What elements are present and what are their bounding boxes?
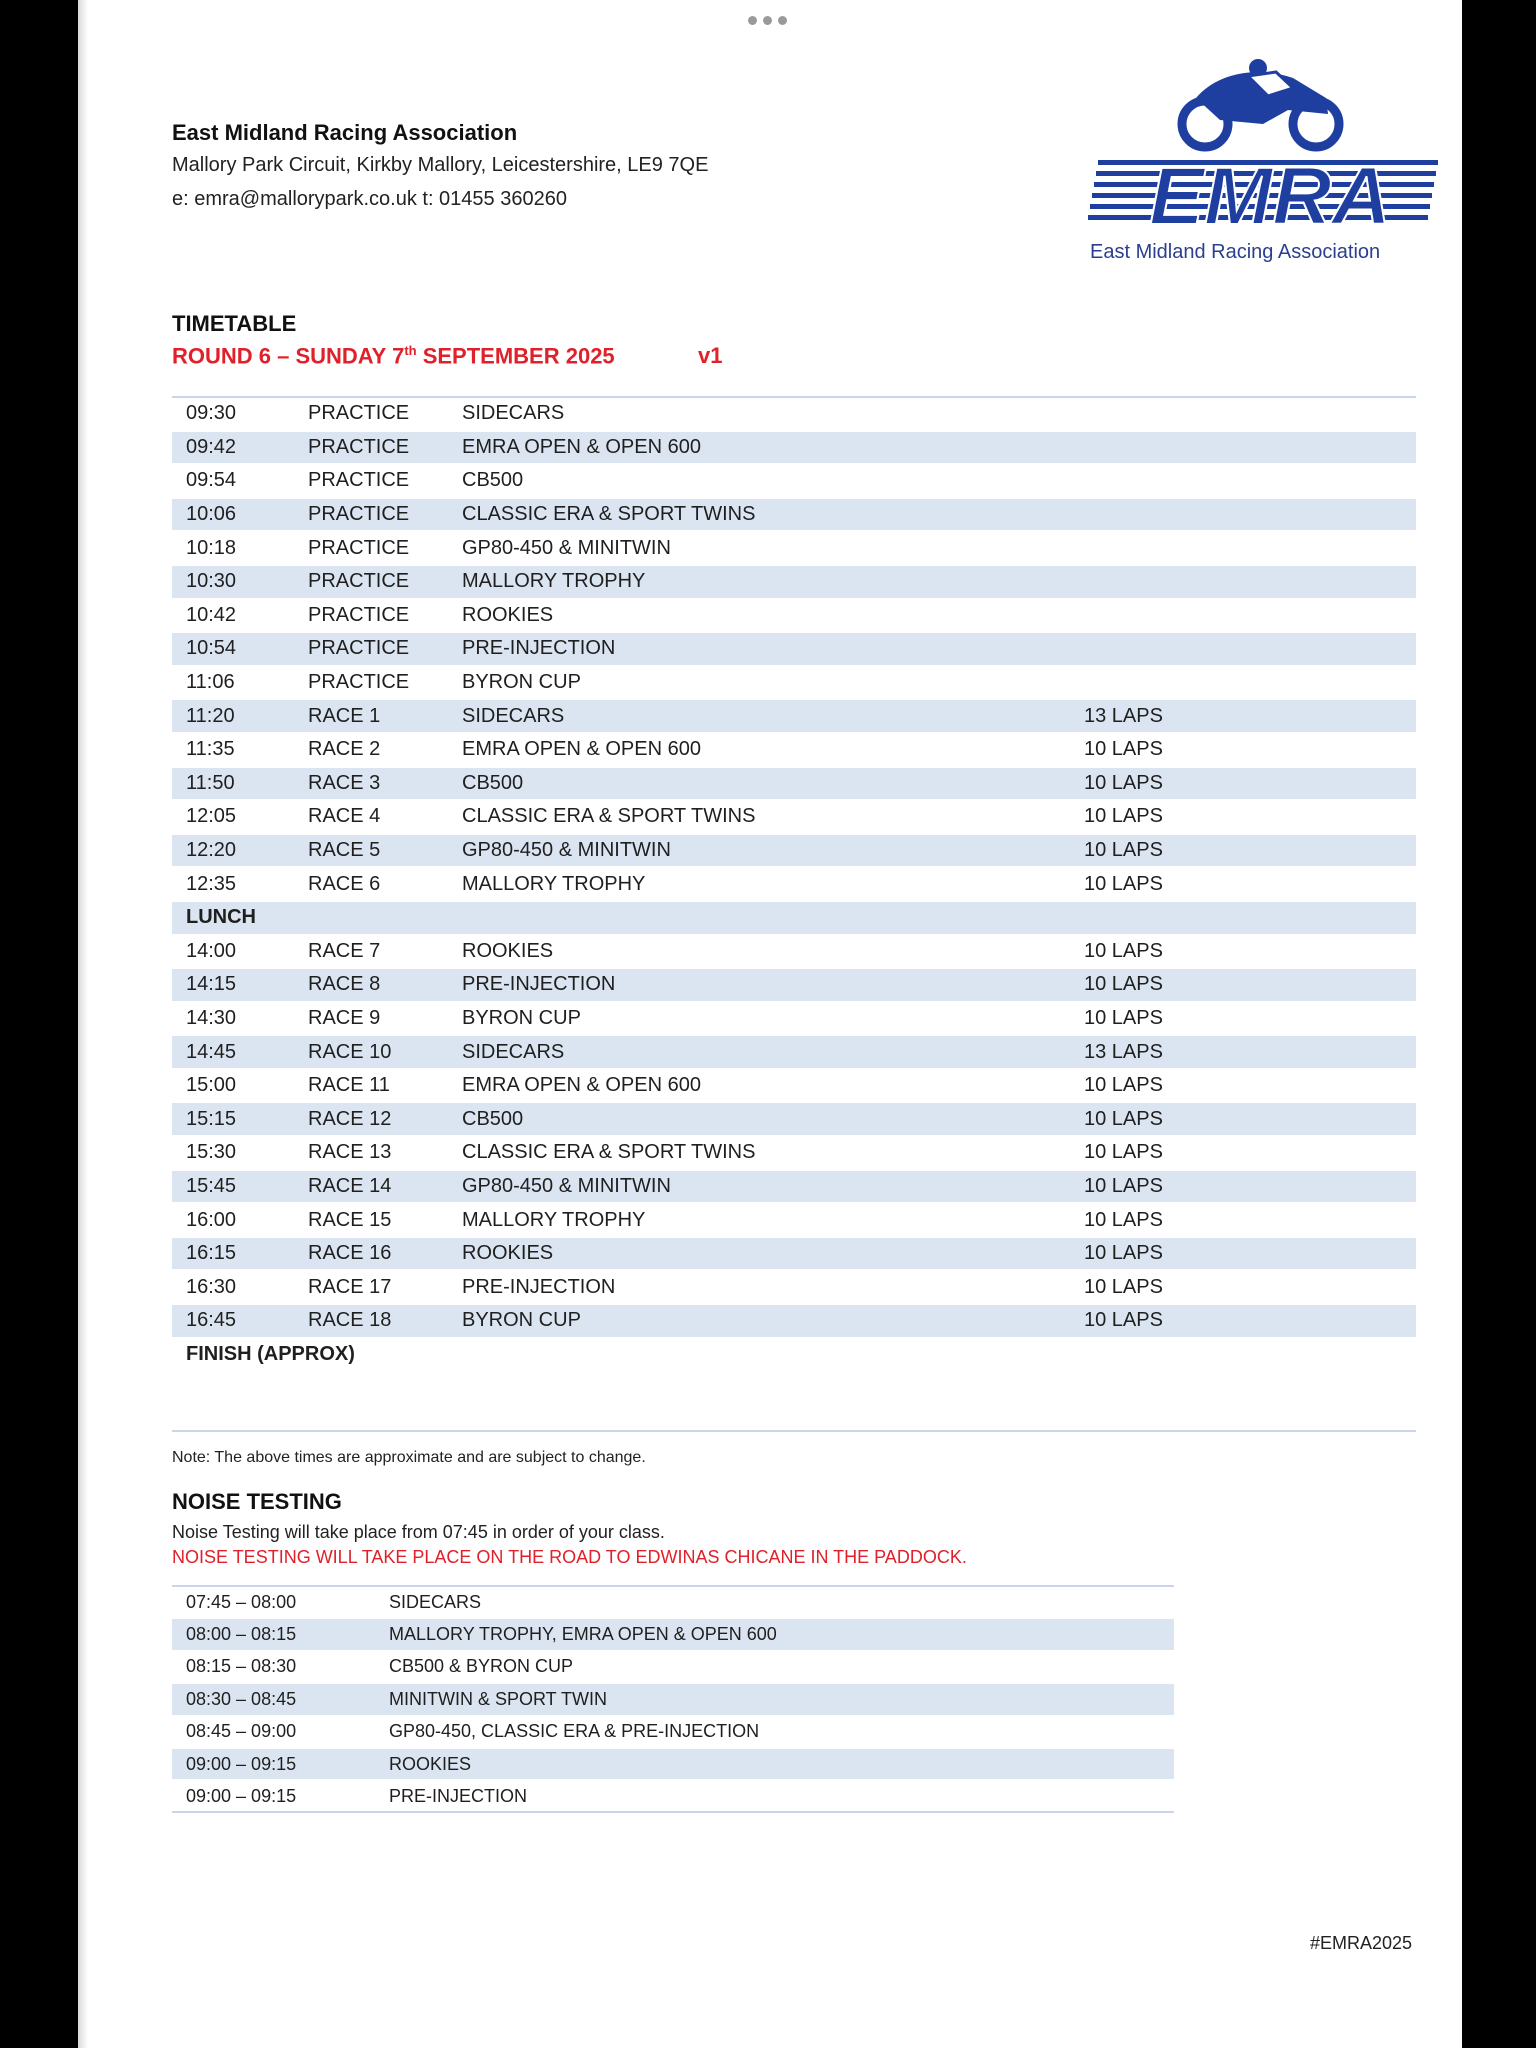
slot-cell: 08:15 – 08:30 [186,1656,297,1677]
timetable-table [172,396,1416,1372]
classes-cell: MINITWIN & SPORT TWIN [389,1688,608,1709]
session-cell: RACE 10 [308,1040,392,1063]
session-cell: PRACTICE [308,603,410,626]
session-cell: RACE 5 [308,839,381,862]
class-cell: ROOKIES [462,1242,554,1265]
version-label: v1 [698,343,723,368]
laps-cell: 10 LAPS [1084,973,1163,996]
table-row [172,969,1416,1003]
table-row [172,1339,1416,1373]
class-cell: SIDECARS [462,402,565,425]
laps-cell: 10 LAPS [1084,939,1163,962]
noise-testing-warning: NOISE TESTING WILL TAKE PLACE ON THE ROAD TO EDWINAS CHICANE IN THE PADDOCK. [172,1547,967,1567]
table-row [172,1587,1174,1619]
class-cell: GP80-450 & MINITWIN [462,839,671,862]
time-cell: 16:00 [186,1208,237,1231]
session-cell: PRACTICE [308,570,410,593]
session-cell: RACE 8 [308,973,381,996]
session-cell: RACE 2 [308,738,381,761]
class-cell: CLASSIC ERA & SPORT TWINS [462,503,756,526]
time-cell: 15:45 [186,1174,237,1197]
time-cell: 11:35 [186,738,235,761]
classes-cell: SIDECARS [389,1591,482,1612]
session-cell: RACE 1 [308,704,381,727]
table-row [172,1717,1174,1749]
laps-cell: 10 LAPS [1084,1174,1163,1197]
table-row [172,1103,1416,1137]
time-cell: 14:15 [186,973,237,996]
table-row [172,734,1416,768]
time-cell: 10:54 [186,637,237,660]
table-row [172,566,1416,600]
slot-cell: 07:45 – 08:00 [186,1591,297,1612]
class-cell: BYRON CUP [462,1309,581,1332]
table-row [172,801,1416,835]
slot-cell: 08:45 – 09:00 [186,1721,297,1742]
org-address: Mallory Park Circuit, Kirkby Mallory, Leicestershire, LE9 7QE [172,154,709,176]
table-row [172,768,1416,802]
session-cell: RACE 17 [308,1275,392,1298]
class-cell: BYRON CUP [462,1006,581,1029]
laps-cell: 10 LAPS [1084,1275,1163,1298]
noise-testing-table [172,1585,1174,1814]
timetable-title: TIMETABLE [172,311,297,336]
time-cell: LUNCH [186,906,256,929]
classes-cell: GP80-450, CLASSIC ERA & PRE-INJECTION [389,1721,760,1742]
session-cell: PRACTICE [308,435,410,458]
time-cell: 09:30 [186,402,237,425]
table-row [172,1619,1174,1651]
class-cell: MALLORY TROPHY [462,570,646,593]
classes-cell: PRE-INJECTION [389,1786,528,1807]
table-row [172,633,1416,667]
class-cell: GP80-450 & MINITWIN [462,536,671,559]
class-cell: EMRA OPEN & OPEN 600 [462,738,701,761]
class-cell: MALLORY TROPHY [462,872,646,895]
time-cell: 10:06 [186,503,237,526]
laps-cell: 10 LAPS [1084,771,1163,794]
session-cell: RACE 9 [308,1006,381,1029]
organisation-header [172,118,708,216]
class-cell: MALLORY TROPHY [462,1208,646,1231]
time-cell: 10:42 [186,603,237,626]
table-row [172,499,1416,533]
class-cell: PRE-INJECTION [462,637,616,660]
table-row [172,432,1416,466]
session-cell: PRACTICE [308,402,410,425]
table-row [172,1070,1416,1104]
session-cell: PRACTICE [308,637,410,660]
slot-cell: 09:00 – 09:15 [186,1786,297,1807]
org-contact: e: emra@mallorypark.co.uk t: 01455 360260 [172,188,567,210]
time-cell: 12:20 [186,839,237,862]
time-cell: 15:00 [186,1074,237,1097]
table-row [172,1204,1416,1238]
session-cell: RACE 7 [308,939,381,962]
laps-cell: 13 LAPS [1084,1040,1163,1063]
org-name: East Midland Racing Association [172,120,518,145]
class-cell: BYRON CUP [462,671,581,694]
logo-tagline: East Midland Racing Association [1090,241,1381,263]
table-row [172,902,1416,936]
session-cell: PRACTICE [308,503,410,526]
table-row [172,1652,1174,1684]
table-row [172,1781,1174,1813]
time-cell: 11:20 [186,704,235,727]
time-cell: 16:30 [186,1275,237,1298]
time-cell: 10:18 [186,536,237,559]
class-cell: PRE-INJECTION [462,973,616,996]
laps-cell: 10 LAPS [1084,1242,1163,1265]
class-cell: CLASSIC ERA & SPORT TWINS [462,1141,756,1164]
laps-cell: 10 LAPS [1084,1208,1163,1231]
session-cell: RACE 4 [308,805,381,828]
laps-cell: 10 LAPS [1084,805,1163,828]
session-cell: PRACTICE [308,536,410,559]
time-cell: 15:15 [186,1107,237,1130]
session-cell: RACE 6 [308,872,381,895]
time-cell: 09:42 [186,435,237,458]
class-cell: ROOKIES [462,939,554,962]
table-row [172,1137,1416,1171]
laps-cell: 10 LAPS [1084,839,1163,862]
table-row [172,1171,1416,1205]
laps-cell: 10 LAPS [1084,738,1163,761]
table-row [172,1036,1416,1070]
table-row [172,868,1416,902]
class-cell: PRE-INJECTION [462,1275,616,1298]
table-rule [172,1430,1416,1432]
time-cell: 16:15 [186,1242,237,1265]
table-row [172,600,1416,634]
table-row [172,835,1416,869]
table-row [172,532,1416,566]
table-row [172,700,1416,734]
time-cell: FINISH (APPROX) [186,1342,355,1365]
slot-cell: 09:00 – 09:15 [186,1753,297,1774]
page-edge [78,0,88,2048]
class-cell: CLASSIC ERA & SPORT TWINS [462,805,756,828]
class-cell: GP80-450 & MINITWIN [462,1174,671,1197]
logo-text: EMRA [1149,151,1391,242]
session-cell: RACE 14 [308,1174,392,1197]
table-rule [172,1811,1174,1813]
class-cell: EMRA OPEN & OPEN 600 [462,435,701,458]
laps-cell: 10 LAPS [1084,872,1163,895]
table-row [172,1003,1416,1037]
class-cell: CB500 [462,771,524,794]
table-row [172,936,1416,970]
session-cell: RACE 15 [308,1208,392,1231]
time-cell: 09:54 [186,469,237,492]
session-cell: PRACTICE [308,671,410,694]
laps-cell: 13 LAPS [1084,704,1163,727]
time-cell: 14:30 [186,1006,237,1029]
laps-cell: 10 LAPS [1084,1006,1163,1029]
table-row [172,1749,1174,1781]
session-cell: RACE 18 [308,1309,392,1332]
laps-cell: 10 LAPS [1084,1141,1163,1164]
slot-cell: 08:30 – 08:45 [186,1688,297,1709]
hashtag: #EMRA2025 [1310,1933,1413,1953]
session-cell: RACE 12 [308,1107,392,1130]
time-cell: 12:05 [186,805,237,828]
table-row [172,465,1416,499]
time-cell: 12:35 [186,872,237,895]
table-row [172,1684,1174,1716]
session-cell: RACE 16 [308,1242,392,1265]
timetable-note: Note: The above times are approximate and are subject to change. [172,1449,646,1466]
more-options-icon[interactable] [742,13,792,27]
round-heading: ROUND 6 – SUNDAY 7th SEPTEMBER 2025 [172,343,615,369]
table-row [172,667,1416,701]
motorcycle-rider-icon [1182,59,1339,147]
classes-cell: MALLORY TROPHY, EMRA OPEN & OPEN 600 [389,1624,777,1645]
time-cell: 16:45 [186,1309,237,1332]
session-cell: RACE 3 [308,771,381,794]
time-cell: 11:06 [186,671,235,694]
table-row [172,1238,1416,1272]
session-cell: RACE 11 [308,1074,390,1097]
time-cell: 10:30 [186,570,237,593]
class-cell: CB500 [462,1107,524,1130]
table-row [172,1271,1416,1305]
table-row [172,398,1416,432]
class-cell: EMRA OPEN & OPEN 600 [462,1074,701,1097]
time-cell: 14:45 [186,1040,237,1063]
time-cell: 11:50 [186,771,235,794]
class-cell: ROOKIES [462,603,554,626]
laps-cell: 10 LAPS [1084,1309,1163,1332]
slot-cell: 08:00 – 08:15 [186,1624,297,1645]
noise-testing-title: NOISE TESTING [172,1489,342,1514]
class-cell: SIDECARS [462,704,565,727]
class-cell: SIDECARS [462,1040,565,1063]
noise-testing-intro: Noise Testing will take place from 07:45 in order of your class. [172,1522,665,1542]
session-cell: RACE 13 [308,1141,392,1164]
laps-cell: 10 LAPS [1084,1107,1163,1130]
laps-cell: 10 LAPS [1084,1074,1163,1097]
session-cell: PRACTICE [308,469,410,492]
time-cell: 15:30 [186,1141,237,1164]
classes-cell: ROOKIES [389,1753,472,1774]
time-cell: 14:00 [186,939,237,962]
classes-cell: CB500 & BYRON CUP [389,1656,574,1677]
table-row [172,1305,1416,1339]
class-cell: CB500 [462,469,524,492]
